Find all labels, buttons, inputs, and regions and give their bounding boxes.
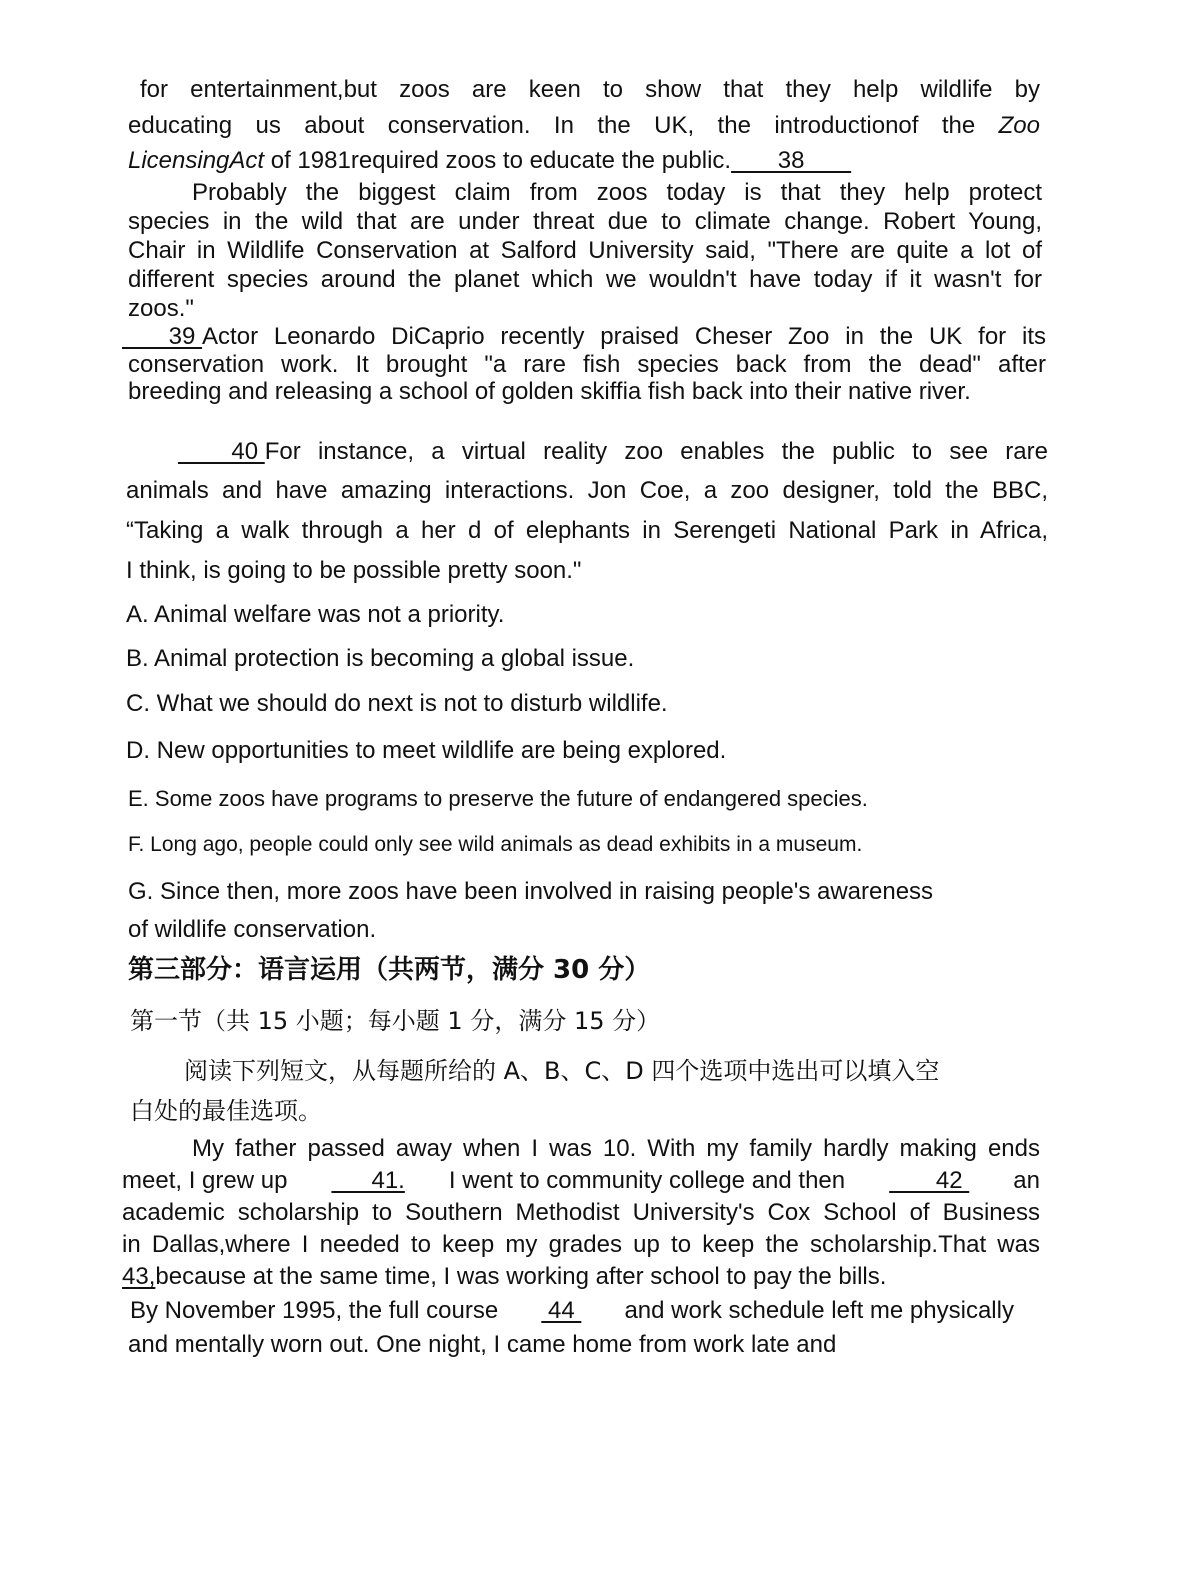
passage1-line-10: conservation work. It brought "a rare fish species back from the dead" after [128,351,1046,378]
instruction-line-1: 阅读下列短文，从每题所给的 A、B、C、D 四个选项中选出可以填入空 [184,1057,940,1085]
option-g-line-1: G. Since then, more zoos have been involved in raising people's awareness [128,878,934,905]
passage2-line-6 [130,1296,1014,1326]
zoo-word: Zoo [998,112,1040,139]
passage1-line-7: different species around the planet which we wouldn't have today if it wasn't for [128,266,1042,293]
passage2-line-5-text: because at the same time, I was working after school to pay the bills. [155,1263,887,1290]
option-e: E. Some zoos have programs to preserve the future of endangered species. [128,786,868,811]
passage2-line-3: academic scholarship to Southern Methodist University's Cox School of Business [122,1199,1040,1226]
passage2-line-4: in Dallas,where I needed to keep my grades up to keep the scholarship.That was [122,1231,1040,1258]
part-three-title: 第三部分：语言运用（共两节，满分 30 分） [128,955,651,985]
option-b: B. Animal protection is becoming a global issue. [126,645,635,672]
option-g-line-2: of wildlife conservation. [128,916,377,943]
passage2-line-5 [122,1262,886,1292]
passage2-line-2 [122,1166,1040,1196]
passage2-line-2-a: meet, I grew up [122,1167,288,1194]
blank-39: 39 [122,323,203,350]
act-name: LicensingAct [128,147,265,174]
blank-38: 38 [731,147,852,174]
passage1-line-3-text: of 1981required zoos to educate the public. [264,147,732,174]
passage1-line-5: species in the wild that are under threat due to climate change. Robert Young, [128,208,1042,235]
passage1-line-1: for entertainment,but zoos are keen to show that they help wildlife by [140,76,1040,103]
passage1-line-13: animals and have amazing interactions. Jon Coe, a zoo designer, told the BBC, [126,477,1048,504]
passage1-line-12 [178,437,1048,467]
option-f: F. Long ago, people could only see wild animals as dead exhibits in a museum. [128,833,863,856]
passage1-line-4: Probably the biggest claim from zoos today is that they help protect [192,179,1042,206]
blank-44: 44 [541,1297,582,1324]
passage2-line-2-c: an [1013,1167,1040,1194]
option-a: A. Animal welfare was not a priority. [126,601,505,628]
passage2-line-2-b: I went to community college and then [448,1167,846,1194]
blank-42: 42 [889,1167,970,1194]
passage1-line-2 [128,111,1040,141]
passage2-line-6-b: and work schedule left me physically [624,1297,1014,1324]
passage1-line-2-text: educating us about conservation. In the UK, the introductionof the Zoo [128,112,1040,139]
passage1-line-6: Chair in Wildlife Conservation at Salford University said, "There are quite a lot of [128,237,1042,264]
passage1-line-9 [122,322,1046,352]
passage1-line-11: breeding and releasing a school of golden skiffia fish back into their native river. [128,378,971,405]
instruction-line-2: 白处的最佳选项。 [130,1097,322,1125]
passage1-line-3 [128,146,851,176]
passage1-line-12-text: For instance, a virtual reality zoo enables the public to see rare [264,438,1048,465]
passage2-line-1: My father passed away when I was 10. With my family hardly making ends [192,1135,1040,1162]
passage1-line-9-text: Actor Leonardo DiCaprio recently praised Cheser Zoo in the UK for its [202,323,1046,350]
passage1-line-8: zoos." [128,295,194,322]
passage1-line-15: I think, is going to be possible pretty soon." [126,557,582,584]
passage2-line-7: and mentally worn out. One night, I came home from work late and [128,1331,837,1358]
blank-41: 41. [331,1167,405,1194]
passage1-line-14: “Taking a walk through a her d of elephants in Serengeti National Park in Africa, [126,517,1048,544]
option-d: D. New opportunities to meet wildlife are being explored. [126,737,727,764]
blank-40: 40 [178,438,265,465]
option-c: C. What we should do next is not to disturb wildlife. [126,690,668,717]
blank-43: 43, [122,1263,156,1290]
passage2-line-6-a: By November 1995, the full course [130,1297,499,1324]
section-one-subtitle: 第一节（共 15 小题；每小题 1 分，满分 15 分） [130,1007,661,1035]
